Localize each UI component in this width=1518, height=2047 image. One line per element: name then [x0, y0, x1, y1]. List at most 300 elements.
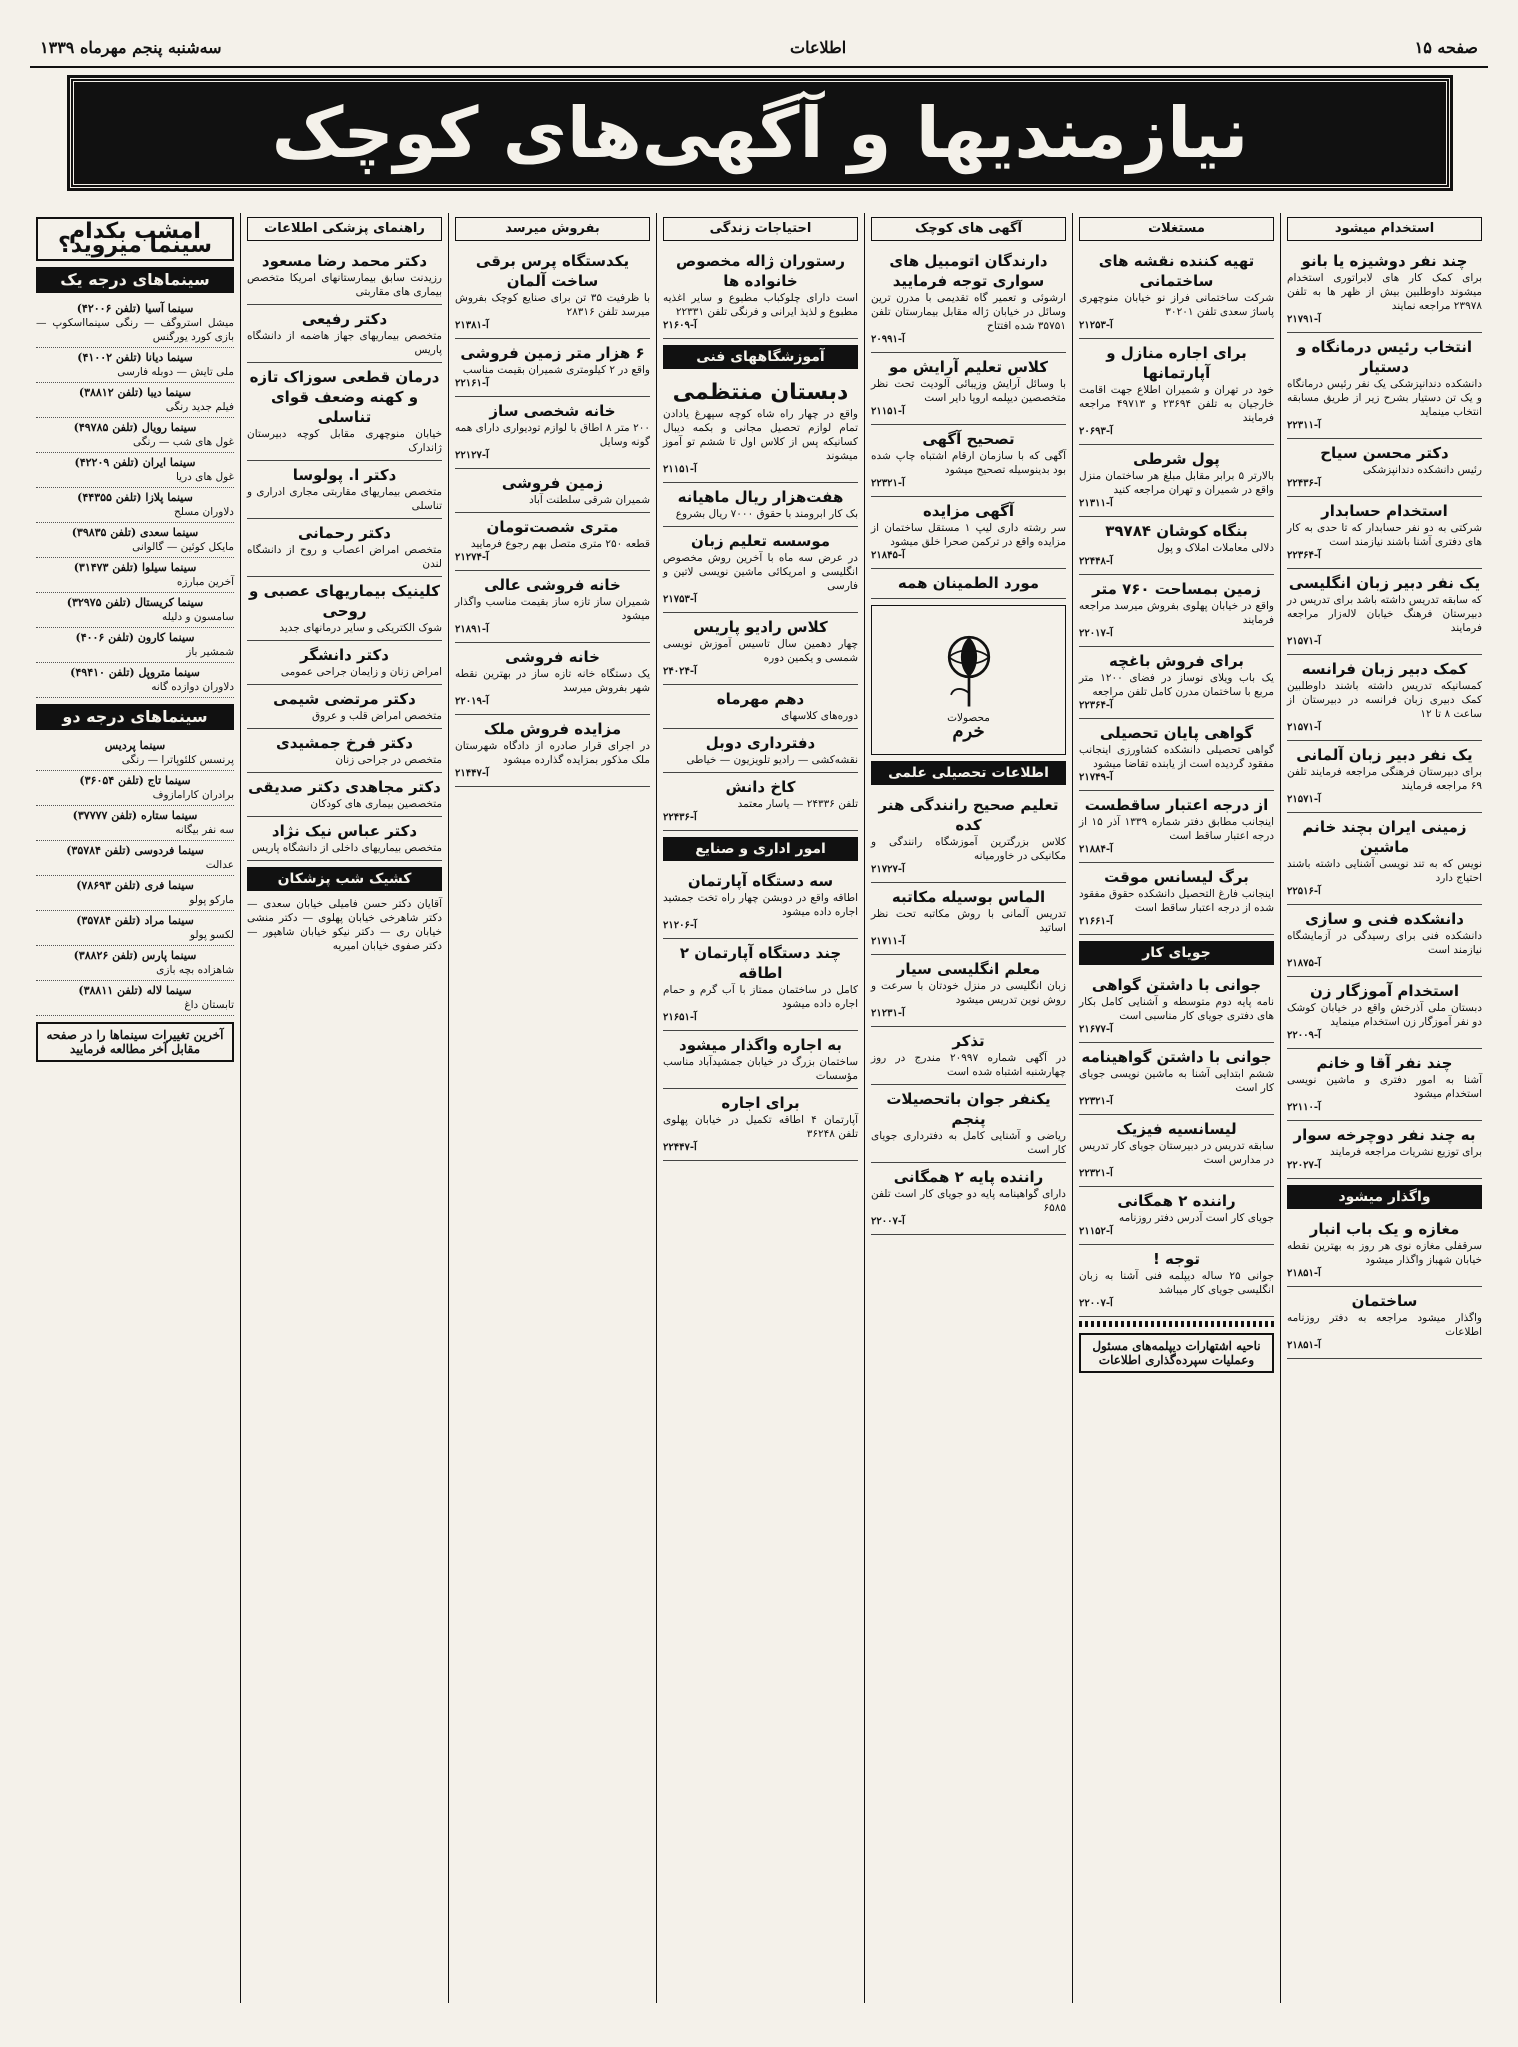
ad-body: سرقفلی مغازه نوی هر روز به بهترین نقطه خیابان شهباز واگذار میشود: [1287, 1240, 1482, 1266]
ad-code: آ-۲۱۴۴۷: [455, 768, 489, 779]
cinema-program: سه نفر بیگانه: [175, 824, 234, 836]
ad-title: خانه فروشی: [505, 648, 600, 666]
cinema-listing: [36, 523, 234, 558]
classified-ad: [1287, 1121, 1482, 1179]
ad-title: لیسانسیه فیزیک: [1116, 1120, 1237, 1138]
ad-title: مغازه و یک باب انبار: [1309, 1220, 1460, 1238]
ad-body: ششم ابتدایی آشنا به ماشین نویسی جویای کار است: [1079, 1068, 1274, 1094]
ad-code: آ-۲۲۴۴۷: [663, 1142, 697, 1153]
ad-title: یکنفر جوان باتحصیلات پنجم: [886, 1090, 1051, 1128]
ad-code: آ-۲۱۶۶۱: [1079, 916, 1113, 927]
cinema-program: میشل استروگف — رنگی سینمااسکوپ — بازی کورد یورگنس: [36, 317, 234, 343]
ad-title: پول شرطی: [1133, 450, 1220, 468]
cinema-program: پرنسس کلئوپاترا — رنگی: [121, 754, 234, 766]
ad-code: آ-۲۱۵۷۱: [1287, 722, 1321, 733]
newspaper-page: [30, 28, 1488, 2023]
ad-title: خانه فروشی عالی: [484, 576, 621, 594]
ad-body: متخصص بیماریهای جهاز هاضمه از دانشگاه پاریس: [247, 330, 442, 356]
ad-code: آ-۲۲۰۰۷: [871, 1216, 905, 1227]
cinema-listing: [36, 453, 234, 488]
classified-ad: [871, 497, 1066, 569]
cinema-program: غول های شب — رنگی: [132, 436, 234, 448]
ad-body: است دارای چلوکباب مطبوع و سایر اغذیه مطبوع و لذیذ ایرانی و فرنگی تلفن ۲۲۳۳۱: [663, 292, 858, 318]
column-heading: آگهی های کوچک: [871, 217, 1066, 241]
cinema-program: شمشیر باز: [186, 646, 234, 658]
cinema-program: برادران کارامازوف: [152, 789, 234, 801]
cinema-listing: [36, 981, 234, 1016]
classified-ad: [1287, 977, 1482, 1049]
ad-body: زبان انگلیسی در منزل خودتان با سرعت و روش نوین تدریس میشود: [871, 980, 1066, 1006]
ad-title: رستوران ژاله مخصوص خانواده ها: [676, 252, 845, 290]
ad-body: نقشه‌کشی — رادیو تلویزیون — خیاطی: [686, 754, 858, 766]
ad-title: یکدستگاه پرس برقی ساخت آلمان: [475, 252, 630, 290]
classified-ad: [455, 643, 650, 715]
ad-title: معلم انگلیسی سیار: [896, 960, 1041, 978]
ad-body: اینجانب فارغ التحصیل دانشکده حقوق مفقود شده از درجه اعتبار ساقط است: [1079, 888, 1274, 914]
classified-ad: [1287, 333, 1482, 439]
ad-body: برای کمک کار های لابراتوری استخدام میشوند داوطلبین بیش از ظهر ها به تلفن ۲۳۹۷۸ مراجعه نمایند: [1287, 272, 1482, 312]
classified-ad: [1079, 339, 1274, 445]
ad-code: آ-۲۲۳۲۱: [871, 478, 905, 489]
paper-name: اطلاعات: [790, 37, 847, 57]
column-heading: راهنمای پزشکی اطلاعات: [247, 217, 442, 241]
classified-ad: [663, 613, 858, 685]
ad-code: آ-۲۲۵۱۶: [1287, 886, 1321, 897]
classified-ad: [1287, 1215, 1482, 1287]
ad-title: دکتر عباس نیک نژاد: [271, 822, 418, 840]
cinema-program: مایکل کوئین — گالوانی: [132, 541, 234, 553]
ad-code: آ-۲۱۱۵۲: [1079, 1226, 1113, 1237]
ad-body: جویای کار است آدرس دفتر روزنامه: [1119, 1212, 1274, 1224]
column-6: [240, 213, 448, 2003]
ad-body: برای دبیرستان فرهنگی مراجعه فرمایند تلفن ۶۹ مراجعه فرمایند: [1287, 766, 1482, 792]
ad-code: آ-۲۱۷۱۱: [871, 936, 905, 947]
ad-title: ساختمان: [1351, 1292, 1418, 1310]
ad-title: دفترداری دوبل: [705, 734, 816, 752]
ad-title: برای فروش باغچه: [1109, 652, 1244, 670]
ad-title: دکتر مجاهدی دکتر صدیقی: [248, 778, 441, 796]
ad-body: دانشکده دندانپزشکی یک نفر رئیس درمانگاه و یک تن دستیار بشرح زیر از طریق مسابقه انتخاب مینماید: [1287, 378, 1482, 418]
classified-ad: [455, 571, 650, 643]
column-7: [30, 213, 240, 2003]
cinema-name: سینما پارس (تلفن ۳۸۸۲۶): [73, 949, 197, 962]
classified-ad: [1079, 517, 1274, 575]
classified-ad: [663, 773, 858, 831]
section-heading: آموزشگاههای فنی: [663, 345, 858, 369]
classified-ad: [1287, 439, 1482, 497]
classified-ad: [1287, 905, 1482, 977]
ad-code: آ-۲۱۷۹۱: [1287, 314, 1321, 325]
ad-body: چهار دهمین سال تاسیس آموزش نویسی شمسی و یکمین دوره: [663, 638, 858, 664]
flower-icon: [924, 621, 1014, 711]
ad-body: قطعه ۲۵۰ متری متصل بهم رجوع فرمایید: [470, 538, 650, 550]
ad-title: از درجه اعتبار ساقطست: [1084, 796, 1269, 814]
ad-title: تصحیح آگهی: [922, 430, 1015, 448]
classified-ad: [1079, 247, 1274, 339]
ad-title: توجه !: [1152, 1250, 1200, 1268]
ad-body: آپارتمان ۴ اطاقه تکمیل در خیابان پهلوی تلفن ۳۶۲۴۸: [663, 1114, 858, 1140]
ad-title: تذکر: [952, 1032, 985, 1050]
cinema-program: شاهزاده بچه بازی: [156, 964, 234, 976]
cinema-listing: [36, 348, 234, 383]
ad-body: سابقه تدریس در دبیرستان جویای کار تدریس در مدارس است: [1079, 1140, 1274, 1166]
classified-ad: [455, 397, 650, 469]
cinema-program: فیلم جدید رنگی: [165, 401, 234, 413]
classifieds-columns: [30, 213, 1488, 2003]
section-heading: جویای کار: [1079, 941, 1274, 965]
ad-code: آ-۲۱۲۷۴: [455, 552, 489, 563]
ad-body: رئیس دانشکده دندانپزشکی: [1362, 464, 1482, 476]
ad-title: مورد الطمینان همه: [897, 574, 1040, 592]
classified-ad: [1287, 1049, 1482, 1121]
ad-title: دکتر رحمانی: [297, 524, 392, 542]
ad-code: آ-۲۱۲۳۱: [871, 1008, 905, 1019]
classified-ad: [1079, 863, 1274, 935]
cinema-program: غول های دریا: [175, 471, 234, 483]
classified-ad: [871, 791, 1066, 883]
column-heading: بفروش میرسد: [455, 217, 650, 241]
ad-body: نویس که به تند نویسی آشنایی داشته باشند احتیاج دارد: [1287, 858, 1482, 884]
section-heading: واگذار میشود: [1287, 1185, 1482, 1209]
ad-title: چند دستگاه آپارتمان ۲ اطاقه: [679, 944, 842, 982]
ad-body: اینجانب مطابق دفتر شماره ۱۳۳۹ آذر ۱۵ از درجه اعتبار ساقط است: [1079, 816, 1275, 842]
classified-ad: [871, 1027, 1066, 1085]
ad-code: آ-۲۱۳۱۱: [1079, 498, 1113, 509]
classified-ad: [663, 939, 858, 1031]
cinema-listing: [36, 771, 234, 806]
classified-ad: [1287, 741, 1482, 813]
ad-title: گواهی پایان تحصیلی: [1099, 724, 1254, 742]
ad-body: دانشکده فنی برای رسیدگی در آزمایشگاه نیازمند است: [1287, 930, 1482, 956]
ad-title: متری شصت‌تومان: [486, 518, 619, 536]
ad-title: کلاس رادیو پاریس: [693, 618, 828, 636]
cinema-listing: [36, 418, 234, 453]
ad-title: دکتر محسن سیاح: [1320, 444, 1449, 462]
ad-body: یک باب ویلای نوساز در فضای ۱۲۰۰ متر مربع با ساختمان مدرن کامل تلفن مراجعه: [1079, 672, 1274, 698]
ad-code: آ-۲۱۸۴۵: [871, 550, 905, 561]
classified-ad: [871, 955, 1066, 1027]
cinema-name: سینما آسیا (تلفن ۴۲۰۰۶): [76, 302, 194, 315]
cinema-name: سینما ایران (تلفن ۴۲۲۰۹): [74, 456, 196, 469]
ad-code: آ-۲۲۳۲۱: [1079, 1168, 1113, 1179]
classified-ad: [1079, 1115, 1274, 1187]
cinema-name: سینما کریستال (تلفن ۳۲۹۷۵): [66, 596, 204, 609]
ad-body: جوانی ۲۵ ساله دیپلمه فنی آشنا به زبان انگلیسی جویای کار میباشد: [1079, 1270, 1274, 1296]
ad-code: آ-۲۴۰۲۴: [663, 666, 697, 677]
ad-body: ریاضی و آشنایی کامل به دفترداری جویای کار است: [871, 1130, 1066, 1156]
cinema-name: سینما سیلوا (تلفن ۳۱۴۷۳): [73, 561, 197, 574]
cinema-name: سینما فری (تلفن ۷۸۶۹۳): [76, 879, 194, 892]
cinema-listing: [36, 876, 234, 911]
ad-code: آ-۲۲۰۰۹: [1287, 1030, 1321, 1041]
cinema-name: سینما پلازا (تلفن ۴۴۳۵۵): [77, 491, 193, 504]
ad-title: بنگاه کوشان ۳۹۷۸۴: [1105, 522, 1248, 540]
classified-ad: [663, 375, 858, 483]
cinema-listing: [36, 663, 234, 698]
column-heading: احتیاجات زندگی: [663, 217, 858, 241]
ad-body: واگذار میشود مراجعه به دفتر روزنامه اطلاعات: [1287, 1312, 1482, 1338]
ad-title: دانشکده فنی و سازی: [1305, 910, 1464, 928]
ad-code: آ-۲۰۶۹۳: [1079, 426, 1113, 437]
cinema-name: سینما متروپل (تلفن ۴۹۴۱۰): [70, 666, 200, 679]
cinema-name: سینما دیبا (تلفن ۳۸۸۱۲): [78, 386, 192, 399]
cinema-listing: [36, 299, 234, 348]
section-heading: امور اداری و صنایع: [663, 837, 858, 861]
cinema-name: سینما کارون (تلفن ۴۰۰۶): [75, 631, 195, 644]
ad-body: شمیران شرقی سلطنت آباد: [529, 494, 650, 506]
ad-code: آ-۲۱۳۸۱: [455, 320, 489, 331]
ad-code: آ-۲۱۷۵۳: [663, 594, 697, 605]
classified-ad: [247, 247, 442, 305]
classified-ad: [247, 685, 442, 729]
ad-body: ساختمان بزرگ در خیابان جمشیدآباد مناسب مؤسسات: [663, 1056, 858, 1082]
classified-ad: [1287, 813, 1482, 905]
ad-title: مزایده فروش ملک: [483, 720, 622, 738]
cinema-name: سینما فردوسی (تلفن ۳۵۷۸۴): [66, 844, 204, 857]
ad-body: خود در تهران و شمیران اطلاع جهت اقامت خارجیان به تلفن ۲۳۶۹۴ و ۴۹۷۱۳ مراجعه فرمایند: [1079, 384, 1274, 424]
classified-ad: [1287, 497, 1482, 569]
night-doctors-list: آقایان دکتر حسن فامیلی خیابان سعدی — دکتر شاهرخی خیابان پهلوی — دکتر منشی خیابان ری — دکتر نیکو خیابان شاهپور — دکتر صفوی خیابان امیریه: [247, 898, 442, 952]
ad-title: خانه شخصی ساز: [489, 402, 616, 420]
ad-code: آ-۲۱۷۲۷: [871, 864, 905, 875]
ad-body: دارای گواهینامه پایه دو جویای کار است تلفن ۶۵۸۵: [871, 1188, 1066, 1214]
section-heading: کشیک شب پزشکان: [247, 867, 442, 891]
ad-body: کمسانیکه تدریس داشته باشند داوطلبین کمک دبیری زبان فرانسه در دبیرستان از ساعت ۸ تا ۱۲: [1287, 680, 1482, 720]
classified-ad: [247, 363, 442, 461]
ad-body: دلالی معاملات املاک و پول: [1157, 542, 1274, 554]
cinema-program: عدالت: [205, 859, 234, 871]
ad-body: تدریس آلمانی با روش مکاتبه تحت نظر اساتید: [871, 908, 1066, 934]
cinema-listing: [36, 558, 234, 593]
ad-code: آ-۲۱۷۴۹: [1079, 772, 1113, 783]
cinema-listing: [36, 911, 234, 946]
column-5: [448, 213, 656, 2003]
cinema-section-second-class: سینماهای درجه دو: [36, 704, 234, 730]
classified-ad: [455, 513, 650, 571]
classified-ad: [1079, 971, 1274, 1043]
classified-ad: [1079, 1245, 1274, 1317]
ad-code: آ-۲۲۰۱۹: [455, 696, 489, 707]
classified-ad: [247, 305, 442, 363]
ad-title: انتخاب رئیس درمانگاه و دستیار: [1296, 338, 1473, 376]
cinema-listing: [36, 736, 234, 771]
classified-ad: [1287, 569, 1482, 655]
classified-ad: [1079, 647, 1274, 719]
khorram-logo: [871, 605, 1066, 755]
classified-ad: [247, 461, 442, 519]
ad-code: آ-۲۱۶۰۹: [663, 320, 697, 331]
classified-ad: [871, 1163, 1066, 1235]
cinema-listing: [36, 841, 234, 876]
ad-body: ۲۰۰ متر ۸ اطاق با لوازم تودیواری دارای همه گونه وسایل: [455, 422, 650, 448]
ad-title: به چند نفر دوچرخه سوار: [1293, 1126, 1476, 1144]
ad-title: کاخ دانش: [725, 778, 796, 796]
ad-title: یک نفر دبیر زبان انگلیسی: [1288, 574, 1481, 592]
ad-code: آ-۲۲۳۱۱: [1287, 420, 1321, 431]
ad-body: در آگهی شماره ۲۰۹۹۷ مندرج در روز چهارشنبه اشتباه شده است: [871, 1052, 1067, 1078]
cinema-program: لکسو پولو: [189, 929, 234, 941]
ad-title: دارندگان اتومبیل های سواری توجه فرمایید: [889, 252, 1048, 290]
ad-title: راننده پایه ۲ همگانی: [893, 1168, 1044, 1186]
ad-title: تهیه کننده نقشه های ساختمانی: [1098, 252, 1255, 290]
cinema-name: سینما دیانا (تلفن ۴۱۰۰۲): [77, 351, 193, 364]
ad-body: با ظرفیت ۳۵ تن برای صنایع کوچک بفروش میرسد تلفن ۲۸۳۱۶: [455, 292, 650, 318]
ad-body: شمیران ساز تازه ساز بقیمت مناسب واگذار میشود: [455, 596, 650, 622]
ad-body: متخصصین بیماری های کودکان: [310, 798, 442, 810]
ad-code: آ-۲۱۶۵۱: [663, 1012, 697, 1023]
ad-title: موسسه تعلیم زبان: [690, 532, 831, 550]
ad-title: برای اجاره: [721, 1094, 800, 1112]
column-footer: ناحیه اشتهارات دیپلمه‌های مسئول وعملیات سپرده‌گذاری اطلاعات: [1079, 1333, 1274, 1373]
ad-title: استخدام آموزگار زن: [1310, 982, 1459, 1000]
cinema-listing: [36, 593, 234, 628]
ad-title: درمان قطعی سوزاک تازه و کهنه وضعف قوای تناسلی: [249, 368, 440, 426]
classified-ad: [247, 817, 442, 861]
ad-title: دکتر فرخ جمشیدی: [276, 734, 413, 752]
ad-title: راننده ۲ همگانی: [1117, 1192, 1236, 1210]
ad-code: آ-۲۱۸۷۵: [1287, 958, 1321, 969]
ad-body: آشنا به امور دفتری و ماشین نویسی استخدام میشود: [1287, 1074, 1482, 1100]
ad-code: آ-۲۲۱۲۷: [455, 450, 489, 461]
cinema-listing: [36, 946, 234, 981]
classified-ad: [663, 1031, 858, 1089]
column-heading: مستغلات: [1079, 217, 1274, 241]
classified-ad: [663, 527, 858, 613]
ad-title: ۶ هزار متر زمین فروشی: [460, 344, 645, 362]
cinema-program: سامسون و دلیله: [161, 611, 234, 623]
ad-code: آ-۲۲۳۶۴: [1287, 550, 1321, 561]
ad-code: آ-۲۱۸۹۱: [455, 624, 489, 635]
ad-body: متخصص بیماریهای مقاربتی مجاری ادراری و تناسلی: [247, 486, 442, 512]
ad-body: واقع در ۲ کیلومتری شمیران بقیمت مناسب: [462, 364, 650, 376]
classified-ad: [247, 641, 442, 685]
ad-title: زمین فروشی: [501, 474, 604, 492]
ad-code: آ-۲۲۴۳۶: [1287, 478, 1321, 489]
cinema-name: سینما رویال (تلفن ۴۹۷۸۵): [73, 421, 197, 434]
classified-ad: [663, 1089, 858, 1161]
ad-code: آ-۲۲۰۲۷: [1287, 1160, 1321, 1171]
ad-body: متخصص بیماریهای داخلی از دانشگاه پاریس: [251, 842, 442, 854]
ad-title: برگ لیسانس موقت: [1104, 868, 1249, 886]
ad-title: دبستان منتظمی: [672, 380, 849, 405]
classified-ad: [871, 1085, 1066, 1163]
ad-body: متخصص امراض قلب و عروق: [312, 710, 442, 722]
classified-ad: [871, 247, 1066, 353]
ad-title: چند نفر آقا و خانم: [1316, 1054, 1453, 1072]
classified-ad: [1287, 655, 1482, 741]
ad-body: دبستان ملی آذرخش واقع در خیابان کوشک دو نفر آموزگار زن استخدام مینماید: [1287, 1002, 1482, 1028]
classified-ad: [455, 715, 650, 787]
ad-body: گواهی تحصیلی دانشکده کشاورزی اینجانب مفقود گردیده است از یابنده تقاضا میشود: [1079, 744, 1274, 770]
classified-ad: [663, 729, 858, 773]
ad-title: استخدام حسابدار: [1321, 502, 1448, 520]
ad-title: جوانی با داشتن گواهینامه: [1081, 1048, 1272, 1066]
cinema-program: ملی تایش — دوبله فارسی: [117, 366, 234, 378]
classified-ad: [871, 883, 1066, 955]
ad-code: آ-۲۱۱۵۱: [871, 406, 905, 417]
classified-ad: [247, 729, 442, 773]
column-4: [656, 213, 864, 2003]
ad-code: آ-۲۱۵۷۱: [1287, 636, 1321, 647]
ad-body: رزیدنت سابق بیمارستانهای امریکا متخصص بیماری های مقاربتی: [247, 272, 442, 298]
ad-body: امراض زنان و زایمان جراحی عمومی: [280, 666, 442, 678]
cinema-name: سینما تاج (تلفن ۳۶۰۵۴): [79, 774, 191, 787]
ad-code: آ-۲۱۸۸۴: [1079, 844, 1113, 855]
cinema-footer-note: آخرین تغییرات سینماها را در صفحه مقابل آخر مطالعه فرمایید: [36, 1022, 234, 1062]
ad-body: شرکتی به دو نفر حسابدار که تا حدی به کار های دفتری آشنا باشند نیازمند است: [1287, 522, 1482, 548]
classified-ad: [663, 483, 858, 527]
ad-body: نامه پایه دوم متوسطه و آشنایی کامل بکار های دفتری جویای کار مناسبی است: [1079, 996, 1274, 1022]
page-number: صفحه ۱۵: [1414, 37, 1478, 57]
ad-body: سر رشته داری لیپ ۱ مستقل ساختمان از مزایده واقع در ترکمن صحرا خلق میشود: [871, 522, 1066, 548]
ad-code: آ-۲۱۵۷۱: [1287, 794, 1321, 805]
ad-body: تلفن ۲۴۳۳۶ — یاسار معتمد: [737, 798, 858, 810]
ad-code: آ-۲۲۰۱۷: [1079, 628, 1113, 639]
ad-code: آ-۲۱۸۵۱: [1287, 1268, 1321, 1279]
classified-ad: [1079, 791, 1274, 863]
ad-body: کلاس بزرگترین آموزشگاه رانندگی و مکانیکی در خاورمیانه: [871, 836, 1066, 862]
ad-body: ارشوئی و تعمیر گاه تقدیمی با مدرن ترین وسائل در خیابان ژاله مقابل بیمارستان تلفن ۳۵۷۵۱ شده افتتاح: [871, 292, 1066, 332]
classified-ad: [1079, 445, 1274, 517]
cinema-program: آخرین مبارزه: [176, 576, 234, 588]
ad-body: خیابان منوچهری مقابل کوچه دبیرستان ژاندارک: [247, 428, 442, 454]
ad-code: آ-۲۲۱۶۱: [455, 378, 489, 389]
ad-code: آ-۲۰۹۹۱: [871, 334, 905, 345]
cinema-listing: [36, 628, 234, 663]
ad-title: زمین بمساحت ۷۶۰ متر: [1092, 580, 1261, 598]
ad-title: چند نفر دوشیزه یا بانو: [1301, 252, 1468, 270]
ad-title: به اجاره واگذار میشود: [679, 1036, 842, 1054]
cinema-name: سینما سعدی (تلفن ۳۹۸۳۵): [71, 526, 199, 539]
classified-ad: [663, 247, 858, 339]
ad-code: آ-۲۲۳۶۴: [1079, 700, 1113, 711]
cinema-listing: [36, 806, 234, 841]
ad-code: آ-۲۲۳۲۱: [1079, 1096, 1113, 1107]
cinema-program: دلاوران دوازده گانه: [151, 681, 234, 693]
ad-body: که سابقه تدریس داشته باشد برای تدریس در دبیرستان فرهنگ خیابان لاله‌زار مراجعه فرمایند: [1287, 594, 1482, 634]
ad-title: دکتر دانشگر: [300, 646, 389, 664]
ad-body: کامل در ساختمان ممتاز با آب گرم و حمام اجاره داده میشود: [663, 984, 858, 1010]
classified-ad: [871, 425, 1066, 497]
ad-code: آ-۲۲۴۴۸: [1079, 556, 1113, 567]
ad-title: کلینیک بیماریهای عصبی و روحی: [249, 582, 440, 620]
ad-body: بک کار ابرومند با حقوق ۷۰۰۰ ریال بشروع: [675, 508, 858, 520]
ad-code: آ-۲۱۲۵۳: [1079, 320, 1113, 331]
column-heading: استخدام میشود: [1287, 217, 1482, 241]
ad-body: برای توزیع نشریات مراجعه فرمایند: [1330, 1146, 1482, 1158]
cinema-name: سینما پردیس: [104, 739, 166, 752]
ad-body: اطاقه واقع در دوبشن چهار راه تخت جمشید اجاره داده میشود: [663, 892, 858, 918]
ad-body: متخصص امراض اعصاب و روح از دانشگاه لندن: [247, 544, 442, 570]
ad-body: شوک الکتریکی و سایر درمانهای جدید: [279, 622, 442, 634]
cinema-program: مارکو پولو: [189, 894, 234, 906]
cinema-listing: [36, 488, 234, 523]
cinema-program: دلاوران مسلح: [173, 506, 234, 518]
cinema-name: سینما لاله (تلفن ۳۸۸۱۱): [78, 984, 192, 997]
ad-body: واقع در خیابان پهلوی بفروش میرسد مراجعه فرمایند: [1079, 600, 1274, 626]
ad-code: آ-۲۲۱۱۰: [1287, 1102, 1321, 1113]
ad-code: آ-۲۱۸۵۱: [1287, 1340, 1321, 1351]
column-3: [864, 213, 1072, 2003]
classified-ad: [1079, 1043, 1274, 1115]
classified-ad: [1287, 247, 1482, 333]
ad-title: هفت‌هزار ریال ماهیانه: [677, 488, 844, 506]
ad-body: با وسائل آرایش وزیبائی آلودیت تحت نظر متخصصین دیپلمه اروپا دایر است: [871, 378, 1066, 404]
ad-body: متخصص در جراحی زنان: [335, 754, 442, 766]
ad-title: برای اجاره منازل و آپارتمانها: [1106, 344, 1247, 382]
ad-title: یک نفر دبیر زبان آلمانی: [1296, 746, 1473, 764]
column-1: [1280, 213, 1488, 2003]
